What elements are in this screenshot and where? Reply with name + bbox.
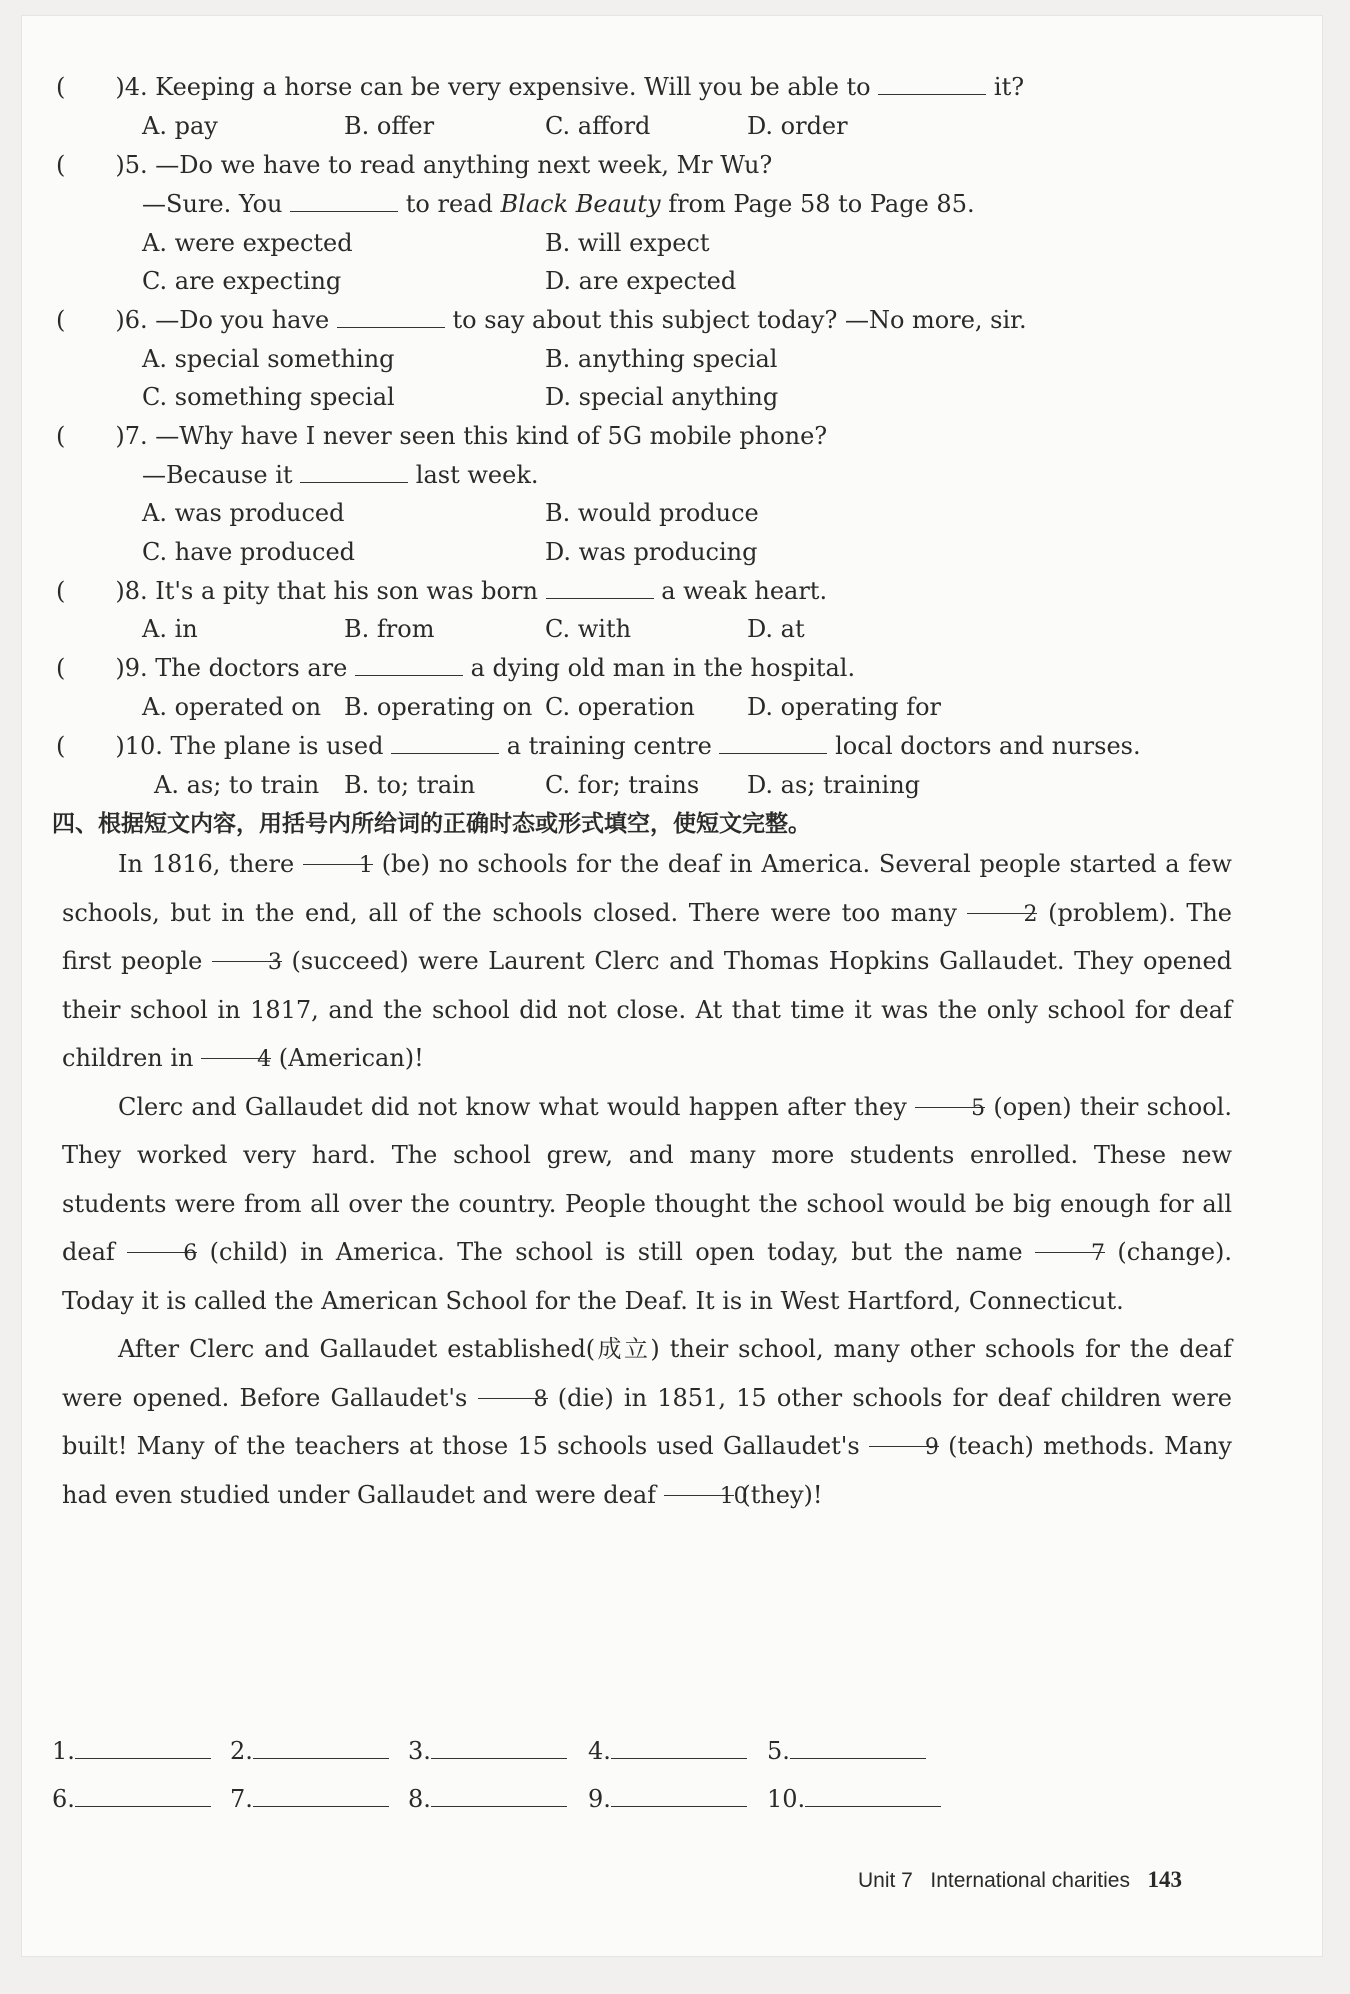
option-a: A. were expected <box>142 229 353 257</box>
passage-blank-3: 3 <box>212 939 282 962</box>
answer-blank <box>290 189 398 212</box>
reply-text: last week. <box>415 461 539 489</box>
question-5 <box>56 150 772 180</box>
question-number: )8. <box>115 577 148 605</box>
option-b: B. offer <box>344 112 435 140</box>
passage-blank-8: 8 <box>478 1376 548 1399</box>
option-d: D. special anything <box>545 383 779 411</box>
question-stem-end: it? <box>993 73 1025 101</box>
option-d: D. was producing <box>545 538 758 566</box>
question-stem: —Why have I never seen this kind of 5G mobile phone? <box>155 422 828 450</box>
option-d: D. at <box>747 615 805 643</box>
passage-paragraph-1: In 1816, there 1 (be) no schools for the deaf in America. Several people started a few schools, but in the end, all of the schools closed. There were too many 2 (problem). The first people 3 (succeed) were Laurent Clerc and Thomas Hopkins Gallaudet. They opened their school in 1817, and the school did not close. At that time it was the only school for deaf children in 4 (American)! <box>62 840 1232 1083</box>
question-stem: The plane is used <box>170 732 384 760</box>
option-a: A. was produced <box>142 499 345 527</box>
option-b: B. operating on <box>344 693 533 721</box>
book-title: Black Beauty <box>500 190 661 218</box>
answer-paren: ( <box>56 306 66 334</box>
passage-paragraph-2: Clerc and Gallaudet did not know what would happen after they 5 (open) their school. They worked very hard. The school grew, and many more students enrolled. These new students were from all over the country. People thought the school would be big enough for all deaf 6 (child) in America. The school is still open today, but the name 7 (change). Today it is called the American School for the Deaf. It is in West Hartford, Connecticut. <box>62 1083 1232 1326</box>
answer-paren: ( <box>56 151 66 179</box>
question-number: )10. <box>115 732 163 760</box>
question-number: )4. <box>115 73 148 101</box>
passage-blank-7: 7 <box>1035 1230 1105 1253</box>
question-stem-end: local doctors and nurses. <box>835 732 1141 760</box>
footer-unit: Unit 7 <box>858 1869 913 1892</box>
option-a: A. pay <box>142 112 218 140</box>
option-c: C. have produced <box>142 538 356 566</box>
reply-text: to read <box>405 190 493 218</box>
answer-paren: ( <box>56 73 66 101</box>
question-10 <box>56 731 1141 761</box>
option-a: A. operated on <box>142 693 322 721</box>
answer-line-6[interactable]: 6. <box>52 1784 211 1814</box>
option-a: A. as; to train <box>154 771 320 799</box>
answer-line-3[interactable]: 3. <box>408 1736 567 1766</box>
question-number: )9. <box>115 654 148 682</box>
question-7 <box>56 421 827 451</box>
option-c: C. for; trains <box>545 771 700 799</box>
answer-blank <box>355 653 463 676</box>
option-c: C. operation <box>545 693 695 721</box>
answer-blank <box>337 305 445 328</box>
question-5-reply <box>142 189 975 219</box>
question-4 <box>56 72 1024 102</box>
option-d: D. as; training <box>747 771 921 799</box>
question-stem: Keeping a horse can be very expensive. Will you be able to <box>155 73 871 101</box>
question-6 <box>56 305 1027 335</box>
answer-blank <box>391 731 499 754</box>
option-b: B. would produce <box>545 499 759 527</box>
question-number: )5. <box>115 151 148 179</box>
option-c: C. something special <box>142 383 395 411</box>
answer-blank <box>719 731 827 754</box>
question-9 <box>56 653 855 683</box>
section-4-title: 四、根据短文内容，用括号内所给词的正确时态或形式填空，使短文完整。 <box>52 811 811 837</box>
answer-line-9[interactable]: 9. <box>588 1784 747 1814</box>
answer-line-10[interactable]: 10. <box>767 1784 941 1814</box>
answer-paren: ( <box>56 577 66 605</box>
option-b: B. from <box>344 615 435 643</box>
reply-text: —Because it <box>142 461 293 489</box>
passage-blank-4: 4 <box>201 1036 271 1059</box>
page-number: 143 <box>1147 1867 1183 1892</box>
option-a: A. in <box>142 615 198 643</box>
question-stem: —Do you have <box>155 306 330 334</box>
question-stem-mid: a training centre <box>506 732 712 760</box>
option-b: B. will expect <box>545 229 710 257</box>
answer-line-2[interactable]: 2. <box>230 1736 389 1766</box>
question-stem-end: a weak heart. <box>661 577 828 605</box>
passage-blank-2: 2 <box>967 891 1037 914</box>
answer-line-4[interactable]: 4. <box>588 1736 747 1766</box>
option-b: B. to; train <box>344 771 476 799</box>
passage-blank-1: 1 <box>303 842 373 865</box>
passage-blank-5: 5 <box>915 1085 985 1108</box>
answer-paren: ( <box>56 654 66 682</box>
footer-title: International charities <box>930 1869 1130 1892</box>
question-stem: —Do we have to read anything next week, Mr Wu? <box>155 151 773 179</box>
question-stem-end: to say about this subject today? —No more, sir. <box>452 306 1027 334</box>
worksheet-page <box>22 16 1322 1956</box>
reply-text: —Sure. You <box>142 190 283 218</box>
option-a: A. special something <box>142 345 395 373</box>
answer-blank <box>878 72 986 95</box>
question-stem: It's a pity that his son was born <box>155 577 538 605</box>
passage <box>62 840 1232 1519</box>
option-b: B. anything special <box>545 345 778 373</box>
question-stem-end: a dying old man in the hospital. <box>470 654 856 682</box>
passage-blank-6: 6 <box>127 1230 197 1253</box>
answer-blank <box>300 460 408 483</box>
answer-blank <box>546 576 654 599</box>
answer-line-1[interactable]: 1. <box>52 1736 211 1766</box>
question-number: )6. <box>115 306 148 334</box>
option-d: D. operating for <box>747 693 942 721</box>
answer-paren: ( <box>56 422 66 450</box>
question-stem: The doctors are <box>155 654 348 682</box>
passage-blank-9: 9 <box>869 1424 939 1447</box>
option-c: C. with <box>545 615 632 643</box>
option-d: D. order <box>747 112 848 140</box>
answer-paren: ( <box>56 732 66 760</box>
question-7-reply <box>142 460 539 490</box>
option-c: C. are expecting <box>142 267 342 295</box>
question-number: )7. <box>115 422 148 450</box>
option-d: D. are expected <box>545 267 737 295</box>
passage-paragraph-3: After Clerc and Gallaudet established(成立) their school, many other schools for the deaf were opened. Before Gallaudet's 8 (die) in 1851, 15 other schools for deaf children were built! Many of the teachers at those 15 schools used Gallaudet's 9 (teach) methods. Many had even studied under Gallaudet and were deaf 10 (they)! <box>62 1335 1232 1509</box>
answer-line-7[interactable]: 7. <box>230 1784 389 1814</box>
page-footer <box>858 1865 1182 1896</box>
reply-text: from Page 58 to Page 85. <box>668 190 975 218</box>
passage-blank-10: 10 <box>664 1473 734 1496</box>
option-c: C. afford <box>545 112 651 140</box>
answer-line-5[interactable]: 5. <box>767 1736 926 1766</box>
answer-line-8[interactable]: 8. <box>408 1784 567 1814</box>
question-8 <box>56 576 827 606</box>
